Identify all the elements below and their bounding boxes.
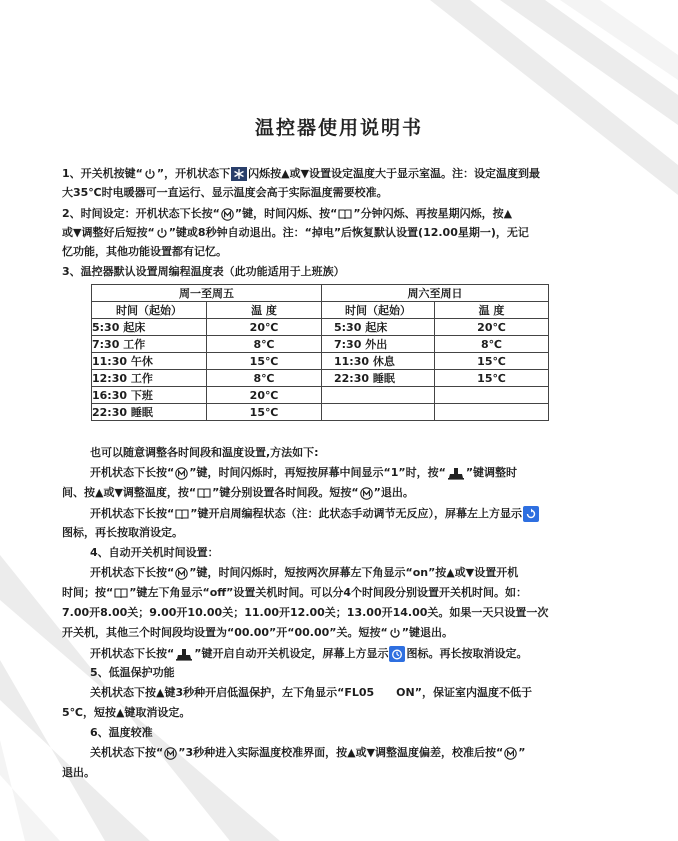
table-group-header [92,285,549,302]
sec1-line1: 1、开关机按键“ ”，开机状态下 闪烁按▲或▼设置设定温度大于显示室温。注：设定温度到最 [62,167,541,180]
weekly-program-icon [523,506,539,522]
col-time: 时间（起始） [322,302,435,319]
mode-m-icon [175,567,188,580]
auto-switch-icon [447,467,465,480]
sec4-line4: 开关机，其他三个时间段均设置为“00.00”开“00.00”关。短按“ ”键退出。 [62,626,453,639]
sec4-heading: 4、自动开关机时间设置： [90,546,219,559]
mode-m-icon [360,487,373,500]
table-row: 16:30 下班 20℃ [92,387,549,404]
sec3-p5: 图标，再长按取消设定。 [62,526,183,539]
sec3-p3: 间、按▲或▼调整温度，按“ ”键分别设置各时间段。短按“ ”退出。 [62,486,414,499]
sec3-p1: 也可以随意调整各时间段和温度设置,方法如下: [90,446,319,459]
snowflake-icon [231,167,247,181]
col-temp: 温 度 [207,302,322,319]
book-icon [197,487,211,499]
sec1-line2: 大35℃时电暖器可一直运行、显示温度会高于实际温度需要校准。 [62,186,388,199]
book-icon [338,208,352,220]
sec3-p2: 开机状态下长按“ ”键，时间闪烁时，再短按屏幕中间显示“1”时，按“ ”键调整时 [90,466,518,479]
sec4-line3: 7.00开8.00关；9.00开10.00关；11.00开12.00关；13.00开14.00关。如果一天只设置一次 [62,606,549,619]
timer-icon [389,646,405,662]
sec6-heading: 6、温度较准 [90,726,153,739]
col-time: 时间（起始） [92,302,207,319]
sec2-line3: 忆功能，其他功能设置都有记忆。 [62,245,227,258]
table-row: 12:30 工作 8℃ 22:30 睡眠 15℃ [92,370,549,387]
sec2-line2: 或▼调整好后短按“ ”键或8秒钟自动退出。注：“掉电”后恢复默认设置(12.00星期一)，无记 [62,226,529,239]
sec4-line2: 时间；按“ ”键左下角显示“off”设置关机时间。可以分4个时间段分别设置开关机时间。如： [62,586,528,599]
book-icon [175,508,189,520]
col-temp: 温 度 [435,302,549,319]
table-row: 11:30 午休 15℃ 11:30 休息 15℃ [92,353,549,370]
table-row: 5:30 起床 20℃ 5:30 起床 20℃ [92,319,549,336]
sec5-line1: 关机状态下按▲键3秒种开启低温保护，左下角显示“FL05 ON”，保证室内温度不低于 [90,686,532,699]
power-icon [389,627,401,639]
table-row: 7:30 工作 8℃ 7:30 外出 8℃ [92,336,549,353]
sec6-line1: 关机状态下按“ ”3秒种进入实际温度校准界面，按▲或▼调整温度偏差，校准后按“ ” [90,746,526,759]
power-icon [144,168,156,180]
sec3-p4: 开机状态下长按“ ”键开启周编程状态（注：此状态手动调节无反应），屏幕左上方显示 [90,506,540,522]
mode-m-icon [175,467,188,480]
sec5-heading: 5、低温保护功能 [90,666,175,679]
page-title: 温控器使用说明书 [254,117,423,139]
mode-m-icon [504,747,517,760]
sec2-line1: 2、时间设定：开机状态下长按“ ”键，时间闪烁、按“ ”分钟闪烁、再按星期闪烁，按▲ [62,207,513,220]
sec3-heading: 3、温控器默认设置周编程温度表（此功能适用于上班族） [62,265,345,278]
table-row: 22:30 睡眠 15℃ [92,404,549,421]
auto-switch-icon [175,648,193,661]
power-icon [156,227,168,239]
sec6-line2: 退出。 [62,766,95,779]
group-weekend: 周六至周日 [322,285,549,302]
group-weekday: 周一至周五 [92,285,322,302]
mode-m-icon [164,747,177,760]
sec4-line1: 开机状态下长按“ ”键，时间闪烁时，短按两次屏幕左下角显示“on”按▲或▼设置开机 [90,566,519,579]
sec5-line2: 5℃，短按▲键取消设定。 [62,706,191,719]
book-icon [114,587,128,599]
mode-m-icon [221,208,234,221]
schedule-table [91,284,549,421]
sec4-line5: 开机状态下长按“ ”键开启自动开关机设定，屏幕上方显示 图标。再长按取消设定。 [90,647,528,660]
table-column-header [92,302,549,319]
